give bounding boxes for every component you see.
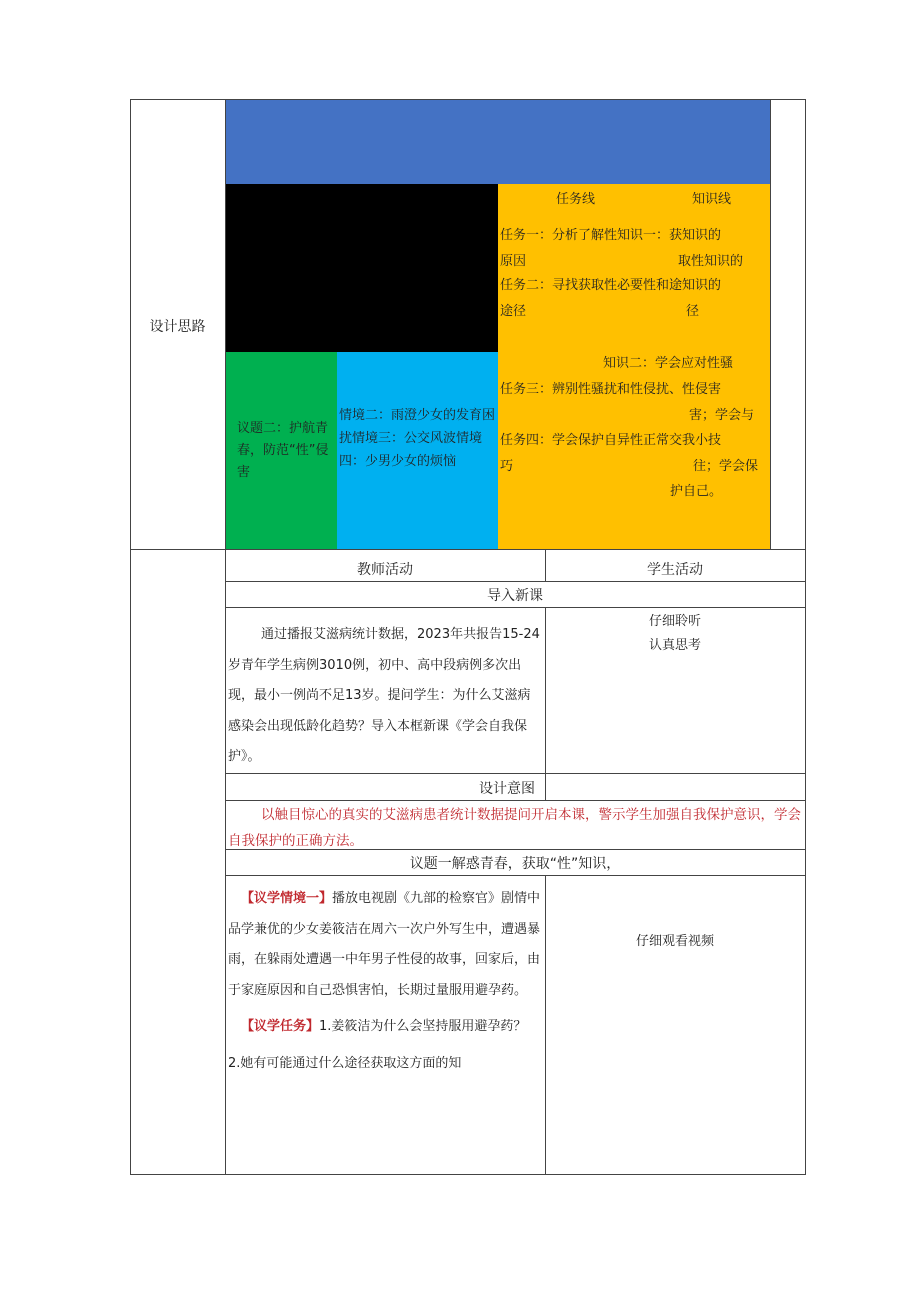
diagram-orange-box [498,184,770,549]
diagram-blue-bar [225,100,770,184]
design-intent-text: 以触目惊心的真实的艾滋病患者统计数据提问开启本课，警示学生加强自我保护意识，学会自我保护的正确方法。 [228,807,801,849]
intro-student-line-2: 认真思考 [648,638,701,653]
knowledge-line-5: 往；学会保 [693,459,759,474]
knowledge-line-header: 知识线 [692,192,732,207]
task-line-3: 任务二：寻找获取性必要性和途知识的 [500,278,722,293]
table-border-left [130,99,131,1175]
col-line-header [545,549,546,582]
task-line-9: 巧 [500,459,514,474]
intro-title: 导入新课 [487,588,543,604]
student-video-text: 仔细观看视频 [635,934,714,949]
section-divider [130,549,806,550]
task-line-8: 任务四：学会保护自异性正常交我小技 [500,433,722,448]
task-line-1: 任务一：分析了解性知识一：获知识的 [500,228,722,243]
row-line-1 [225,581,806,582]
row-line-5 [225,849,806,850]
col-line-intro [545,607,546,801]
diagram-cyan-box [337,352,498,549]
row-line-3 [225,773,806,774]
col-line-topic1 [545,875,546,1175]
table-border-bottom [130,1174,806,1175]
diagram-black-box-left [225,184,337,352]
situations-text: 情境二：雨澄少女的发育困扰情境三：公交风波情境四：少男少女的烦恼 [339,408,496,469]
task-tag: 【议学任务】 [241,1019,320,1034]
row-line-6 [225,875,806,876]
table-border-top [130,99,806,100]
situation1-text: 播放电视剧《九部的检察官》剧情中品学兼优的少女姜筱洁在周六一次户外写生中，遭遇暴雨，在躲雨处遭遇一中年男子性侵的故事，回家后，由于家庭原因和自己恐惧害怕，长期过量服用避孕药。 [228,891,541,998]
row-line-2 [225,607,806,608]
row-line-4 [225,800,806,801]
knowledge-line-2: 径 [686,304,700,319]
intro-student [545,610,805,658]
task-line-header: 任务线 [556,192,596,207]
diagram-right-divider [770,99,771,550]
table-border-right [805,99,806,1175]
task-line-4: 途径 [500,304,527,319]
situation1-block [228,884,544,1079]
teacher-activity-header: 教师活动 [357,562,413,578]
knowledge-line-4: 害；学会与 [689,408,755,423]
knowledge-line-6: 护自己。 [670,484,723,499]
student-activity-header: 学生活动 [647,562,703,578]
topic1-title: 议题一解惑青春，获取“性”知识， [409,856,621,872]
topic2-text: 议题二：护航青春，防范“性”侵害 [237,421,329,480]
knowledge-line-3: 知识二：学会应对性骚 [603,356,734,371]
label-column-divider [225,99,226,1175]
design-intent-label: 设计意图 [479,781,535,797]
task-question-2: 2.她有可能通过什么途径获取这方面的知 [228,1055,462,1071]
task-question-1: 1.姜筱洁为什么会坚持服用避孕药？ [319,1019,527,1034]
knowledge-line-1: 取性知识的 [678,254,744,269]
intro-student-line-1: 仔细聆听 [648,614,701,629]
intro-text: 通过播报艾滋病统计数据，2023年共报告15-24岁青年学生病例3010例，初中、高中段病例多次出现，最小一例尚不足13岁。提问学生：为什么艾滋病感染会出现低龄化趋势？导入本框新课《学会自我保护》。 [228,627,540,764]
task-line-2: 原因 [500,254,527,269]
diagram-green-box [225,352,337,549]
task-line-6: 任务三：辨别性骚扰和性侵扰、性侵害 [500,382,722,397]
design-label: 设计思路 [149,319,206,335]
diagram-black-box-right [337,184,498,352]
situation1-tag: 【议学情境一】 [241,891,333,906]
